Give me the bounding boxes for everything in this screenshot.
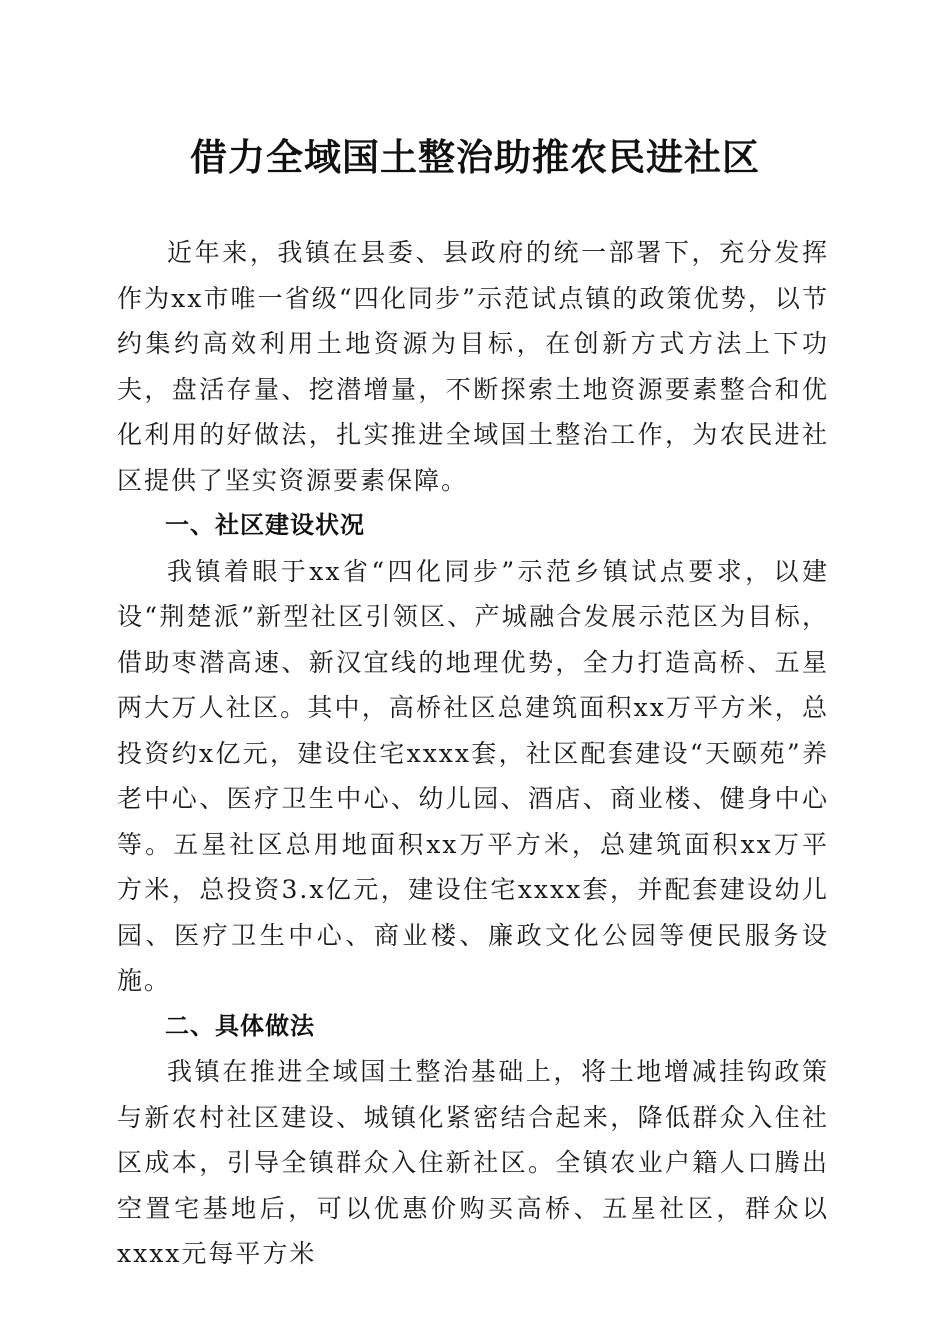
community-status-paragraph: 我镇着眼于xx省“四化同步”示范乡镇试点要求，以建设“荆楚派”新型社区引领区、产城融合发展示范区为目标，借助枣潜高速、新汉宜线的地理优势，全力打造高桥、五星两大万人社区。其中，高桥社区总建筑面积xx万平方米，总投资约x亿元，建设住宅xxxx套，社区配套建设“天颐苑”养老中心、医疗卫生中心、幼儿园、酒店、商业楼、健身中心等。五星社区总用地面积xx万平方米，总建筑面积xx万平方米，总投资3.x亿元，建设住宅xxxx套，并配套建设幼儿园、医疗卫生中心、商业楼、廉政文化公园等便民服务设施。 [117,556,829,995]
section-heading-specific-methods: 二、具体做法 [165,1011,315,1040]
specific-methods-paragraph: 我镇在推进全域国土整治基础上，将土地增减挂钩政策与新农村社区建设、城镇化紧密结合起来，降低群众入住社区成本，引导全镇群众入住新社区。全镇农业户籍人口腾出空置宅基地后，可以优惠价购买高桥、五星社区，群众以xxxx元每平方米 [117,1057,829,1268]
document-title: 借力全域国土整治助推农民进社区 [190,135,760,179]
document-body [117,230,829,1277]
section-heading-community-status: 一、社区建设状况 [165,511,365,539]
intro-paragraph: 近年来，我镇在县委、县政府的统一部署下，充分发挥作为xx市唯一省级“四化同步”示范试点镇的政策优势，以节约集约高效利用土地资源为目标，在创新方式方法上下功夫，盘活存量、挖潜增量，不断探索土地资源要素整合和优化利用的好做法，扎实推进全域国土整治工作，为农民进社区提供了坚实资源要素保障。 [117,238,829,495]
